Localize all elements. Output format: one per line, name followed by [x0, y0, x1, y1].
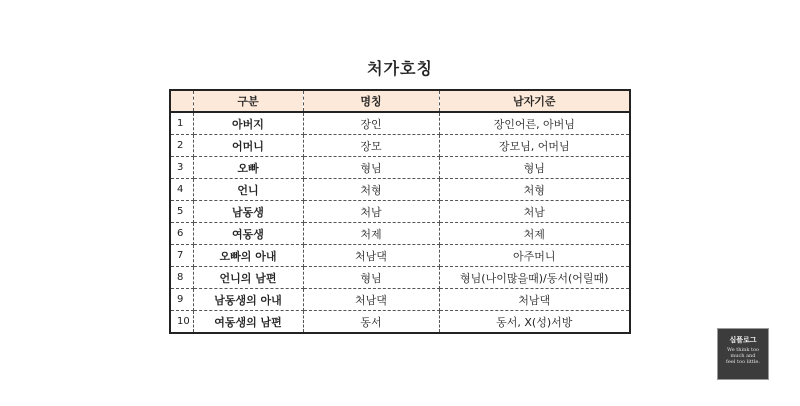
row-male-basis: 처형 — [439, 179, 630, 201]
row-number: 3 — [170, 157, 193, 179]
row-category: 남동생의 아내 — [193, 289, 303, 311]
row-category: 남동생 — [193, 201, 303, 223]
row-number: 8 — [170, 267, 193, 289]
row-category: 오빠 — [193, 157, 303, 179]
table-row — [170, 179, 630, 201]
row-category: 여동생 — [193, 223, 303, 245]
table-row — [170, 245, 630, 267]
watermark-title: 심플로그 — [729, 336, 757, 344]
row-male-basis: 처남댁 — [439, 289, 630, 311]
row-number: 5 — [170, 201, 193, 223]
watermark-line-1: We think too — [727, 347, 759, 353]
row-name: 형님 — [303, 157, 439, 179]
row-number: 1 — [170, 112, 193, 135]
row-number: 9 — [170, 289, 193, 311]
row-male-basis: 형님 — [439, 157, 630, 179]
header-category: 구분 — [193, 90, 303, 112]
watermark-line-3: feel too little. — [726, 359, 760, 365]
row-name: 처남댁 — [303, 245, 439, 267]
row-male-basis: 장인어른, 아버님 — [439, 112, 630, 135]
row-category: 언니의 남편 — [193, 267, 303, 289]
row-male-basis: 처제 — [439, 223, 630, 245]
row-category: 여동생의 남편 — [193, 311, 303, 334]
row-name: 처남댁 — [303, 289, 439, 311]
row-male-basis: 형님(나이많을때)/동서(어릴때) — [439, 267, 630, 289]
row-name: 처제 — [303, 223, 439, 245]
row-category: 어머니 — [193, 135, 303, 157]
in-law-titles-table — [169, 89, 631, 334]
row-male-basis: 동서, X(성)서방 — [439, 311, 630, 334]
row-name: 장인 — [303, 112, 439, 135]
row-number: 2 — [170, 135, 193, 157]
row-number: 10 — [170, 311, 193, 334]
table-row — [170, 201, 630, 223]
header-blank — [170, 90, 193, 112]
row-name: 처형 — [303, 179, 439, 201]
row-male-basis: 아주머니 — [439, 245, 630, 267]
row-name: 처남 — [303, 201, 439, 223]
table-row — [170, 112, 630, 135]
header-male-basis: 남자기준 — [439, 90, 630, 112]
table-row — [170, 267, 630, 289]
table-row — [170, 289, 630, 311]
page-title: 처가호칭 — [367, 59, 433, 78]
row-male-basis: 장모님, 어머님 — [439, 135, 630, 157]
row-category: 오빠의 아내 — [193, 245, 303, 267]
table-header-row — [170, 90, 630, 112]
table-row — [170, 223, 630, 245]
row-category: 언니 — [193, 179, 303, 201]
table-row — [170, 157, 630, 179]
table-row — [170, 311, 630, 334]
row-number: 6 — [170, 223, 193, 245]
header-name: 명칭 — [303, 90, 439, 112]
table-row — [170, 135, 630, 157]
row-name: 동서 — [303, 311, 439, 334]
row-name: 장모 — [303, 135, 439, 157]
row-number: 4 — [170, 179, 193, 201]
watermark-line-2: much and — [730, 353, 756, 359]
row-category: 아버지 — [193, 112, 303, 135]
row-male-basis: 처남 — [439, 201, 630, 223]
row-number: 7 — [170, 245, 193, 267]
row-name: 형님 — [303, 267, 439, 289]
blog-watermark-logo — [717, 328, 769, 380]
